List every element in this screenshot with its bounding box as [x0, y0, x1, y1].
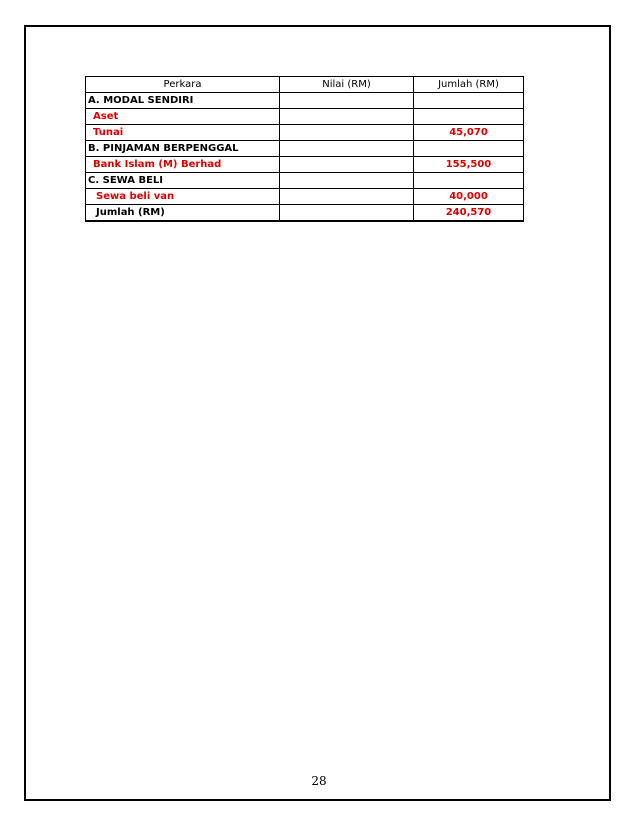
header-perkara: Perkara — [86, 77, 280, 93]
cell-jumlah — [414, 109, 524, 125]
page-number: 28 — [311, 774, 327, 788]
cell-perkara: B. PINJAMAN BERPENGGAL — [86, 141, 280, 157]
cell-jumlah: 45,070 — [414, 125, 524, 141]
table-header-row — [86, 77, 524, 93]
cell-nilai — [280, 157, 414, 173]
cell-jumlah — [414, 93, 524, 109]
cell-jumlah-total: 240,570 — [414, 205, 524, 222]
table-row-total — [86, 205, 524, 222]
cell-perkara: A. MODAL SENDIRI — [86, 93, 280, 109]
table-row — [86, 189, 524, 205]
cell-perkara: C. SEWA BELI — [86, 173, 280, 189]
cell-nilai — [280, 205, 414, 222]
cell-nilai — [280, 125, 414, 141]
table-row — [86, 93, 524, 109]
cell-jumlah — [414, 141, 524, 157]
table-row — [86, 141, 524, 157]
cell-perkara: Bank Islam (M) Berhad — [86, 157, 280, 173]
cell-perkara-total: Jumlah (RM) — [86, 205, 280, 222]
cell-jumlah — [414, 173, 524, 189]
cell-jumlah: 155,500 — [414, 157, 524, 173]
header-jumlah: Jumlah (RM) — [414, 77, 524, 93]
cell-jumlah: 40,000 — [414, 189, 524, 205]
cell-perkara: Aset — [86, 109, 280, 125]
cell-perkara: Sewa beli van — [86, 189, 280, 205]
cell-perkara: Tunai — [86, 125, 280, 141]
header-nilai: Nilai (RM) — [280, 77, 414, 93]
cell-nilai — [280, 141, 414, 157]
table-row — [86, 157, 524, 173]
cell-nilai — [280, 93, 414, 109]
cell-nilai — [280, 189, 414, 205]
cell-nilai — [280, 173, 414, 189]
table-row — [86, 109, 524, 125]
financing-table — [85, 76, 524, 222]
cell-nilai — [280, 109, 414, 125]
table-row — [86, 125, 524, 141]
table-row — [86, 173, 524, 189]
